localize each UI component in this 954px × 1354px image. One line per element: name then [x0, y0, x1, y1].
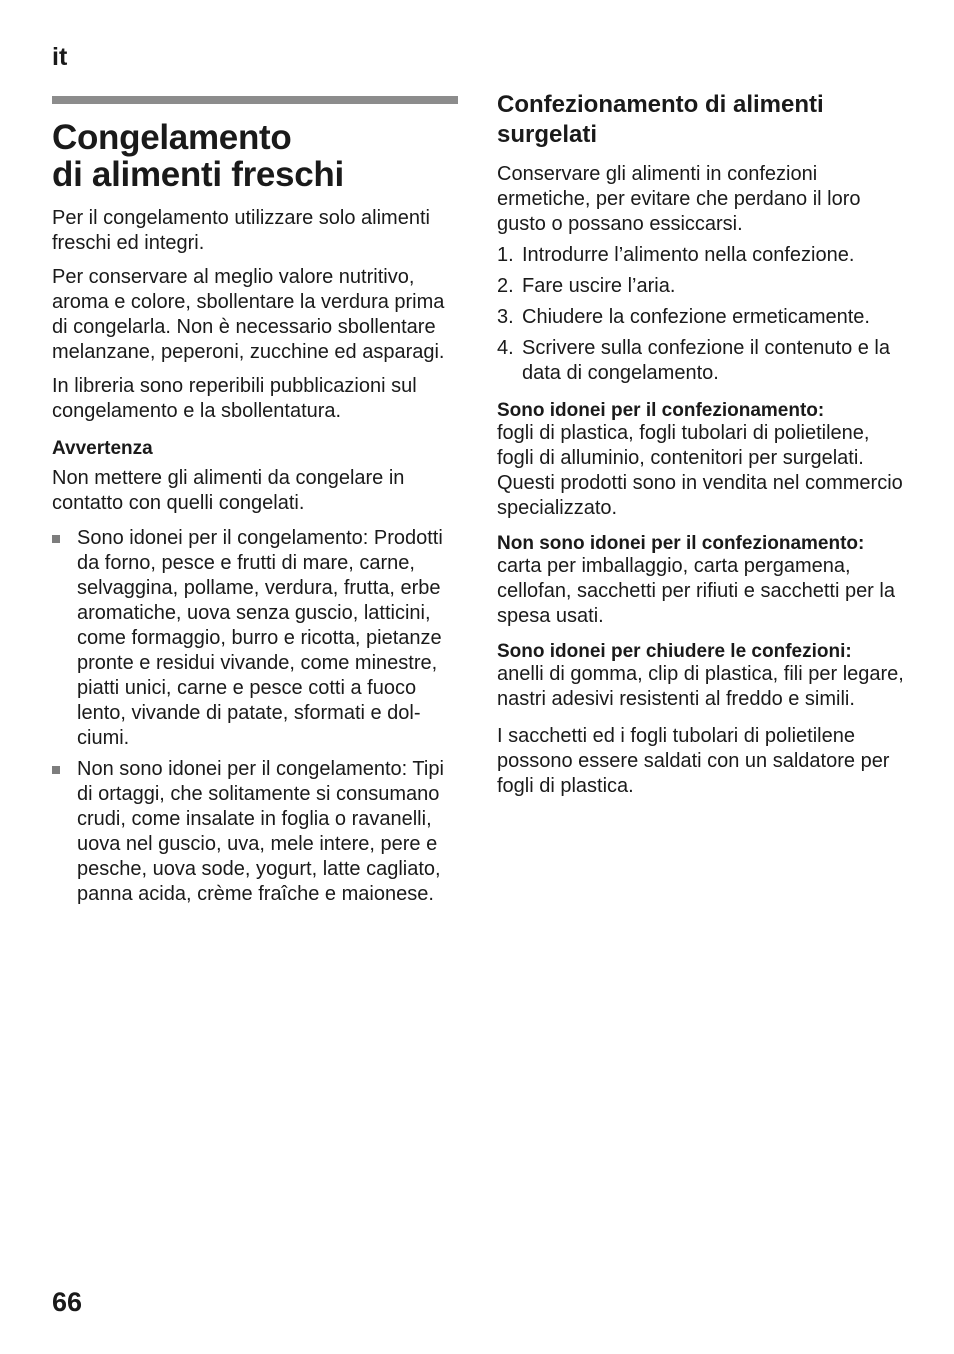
step-number: 1.: [497, 244, 514, 266]
step-item: [497, 305, 907, 330]
list-item: [52, 757, 462, 907]
page-number: 66: [52, 1287, 83, 1317]
unsuitable-block: [497, 533, 907, 629]
suitable-block: [497, 400, 907, 521]
step-item: [497, 274, 907, 299]
blanching-paragraph: Per conservare al meglio valore nutritivo, aroma e colore, sbollentare la verdura prima di congelarla. Non è necessario sbollentare melanzane, peperoni, zucchine ed asparagi.: [52, 266, 445, 363]
final-paragraph: I sacchetti ed i fogli tubolari di polietilene possono essere saldati con un saldatore per fogli di plastica.: [497, 725, 890, 797]
packaging-title: Confezionamento di alimenti surgelati: [497, 91, 824, 148]
step-item: [497, 243, 907, 268]
unsuitable-text: carta per imballaggio, carta pergamena, cellofan, sacchetti per rifiuti e sacchetti per la spesa usati.: [497, 555, 895, 627]
suitable-text: fogli di plastica, fogli tubolari di polietilene, fogli di alluminio, contenitori per surgelati.: [497, 422, 870, 469]
list-item: [52, 526, 462, 751]
title-line-1: Congelamento: [52, 118, 292, 157]
intro-paragraph: Per il congelamento utilizzare solo alimenti freschi ed integri.: [52, 207, 430, 254]
closing-text: anelli di gomma, clip di plastica, fili per legare, nastri adesivi resistenti al freddo e simili.: [497, 663, 904, 710]
bullet-square-icon: [52, 766, 60, 774]
list-item-text: Non sono idonei per il congelamento: Tipi di ortaggi, che solitamente si consumano crudi, come insalate in foglia o ravanelli, uova nel guscio, uva, mele intere, pere e pesche, uova sode, yogurt, latte cagliato, panna acida, crème fraîche e maionese.: [77, 758, 444, 905]
warning-text: Non mettere gli alimenti da congelare in contatto con quelli congelati.: [52, 467, 405, 514]
left-column: [52, 96, 462, 907]
language-label: it: [52, 43, 68, 71]
step-text: Chiudere la confezione ermeticamente.: [522, 306, 870, 328]
right-column: [497, 90, 907, 799]
step-number: 3.: [497, 306, 514, 328]
library-paragraph: In libreria sono reperibili pubblicazioni sul congelamento e la sbollentatura.: [52, 375, 417, 422]
section-title: [52, 119, 462, 193]
step-text: Introdurre l’alimento nella confezione.: [522, 244, 855, 266]
packaging-steps: [497, 243, 907, 386]
packaging-intro: Conservare gli alimenti in confezioni ermetiche, per evitare che perdano il loro gusto o possano essiccarsi.: [497, 163, 861, 235]
list-item-text: Sono idonei per il congelamento: Prodotti da forno, pesce e frutti di mare, carne, selvaggina, pollame, verdura, frutta, erbe aromatiche, uova senza guscio, latticini, come formaggio, burro e ricotta, pietanze pronte e residui vivande, come minestre, piatti unici, carne e pesce cotti a fuoco lento, vivande di patate, sformati e dolciumi.: [77, 527, 443, 749]
unsuitable-term: Non sono idonei per il confezionamento:: [497, 533, 865, 554]
step-number: 2.: [497, 275, 514, 297]
step-text: Scrivere sulla confezione il contenuto e la data di congelamento.: [522, 337, 890, 384]
step-number: 4.: [497, 337, 514, 359]
suitable-term: Sono idonei per il confezionamento:: [497, 400, 825, 421]
closing-block: [497, 641, 907, 712]
bullet-square-icon: [52, 535, 60, 543]
freezing-list: [52, 526, 462, 907]
title-line-2: di alimenti freschi: [52, 155, 344, 194]
section-rule: [52, 96, 458, 104]
suitable-note: Questi prodotti sono in vendita nel commercio specializzato.: [497, 472, 903, 519]
warning-title: Avvertenza: [52, 438, 153, 459]
step-text: Fare uscire l’aria.: [522, 275, 676, 297]
step-item: [497, 336, 907, 386]
closing-term: Sono idonei per chiudere le confezioni:: [497, 641, 852, 662]
